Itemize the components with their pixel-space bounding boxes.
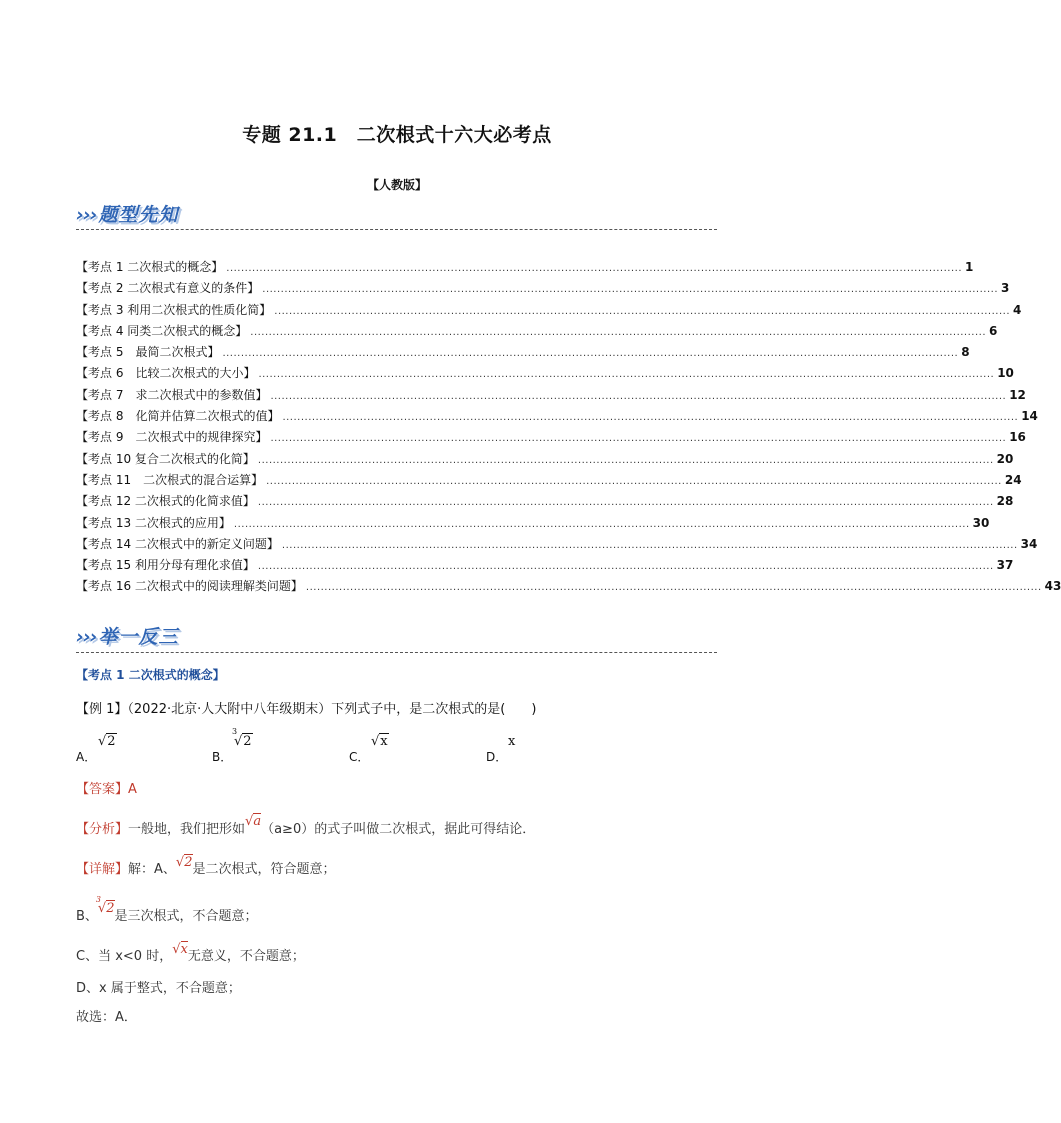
- toc-page-number: 3: [1001, 281, 1010, 296]
- toc-item-label: 【考点 11 二次根式的混合运算】: [76, 472, 264, 487]
- toc-leader-dots: ........................................................................................................................................................................................................: [270, 433, 1007, 445]
- analysis-label: 【分析】: [76, 822, 129, 837]
- page-title: 专题 21.1 二次根式十六大必考点: [242, 124, 552, 146]
- toc-item-label: 【考点 7 求二次根式中的参数值】: [76, 387, 268, 402]
- toc-leader-dots: ........................................................................................................................................................................................................: [257, 497, 994, 509]
- example-question: [76, 698, 536, 717]
- toc-leader-dots: ........................................................................................................................................................................................................: [270, 390, 1007, 402]
- option-letter: D．: [486, 750, 508, 764]
- dashed-divider: [76, 229, 717, 230]
- toc-item-label: 【考点 3 利用二次根式的性质化简】: [76, 302, 272, 317]
- toc-item[interactable]: [76, 386, 1026, 407]
- toc-leader-dots: ........................................................................................................................................................................................................: [233, 518, 970, 530]
- sqrt-expression: √2: [175, 855, 193, 870]
- banner-section-practice: [76, 622, 179, 649]
- toc-item[interactable]: [76, 450, 1014, 471]
- toc-item[interactable]: [76, 428, 1026, 449]
- toc-item-label: 【考点 15 利用分母有理化求值】: [76, 558, 255, 573]
- toc-leader-dots: ........................................................................................................................................................................................................: [262, 284, 999, 296]
- toc-item[interactable]: [76, 364, 1014, 385]
- toc-item-label: 【考点 9 二次根式中的规律探究】: [76, 430, 268, 445]
- plain-expression: x: [508, 734, 516, 749]
- option-letter: C．: [349, 750, 370, 764]
- answer-label: 【答案】: [76, 782, 129, 797]
- cube-root-expression: 3 √2: [232, 727, 252, 749]
- toc-item-label: 【考点 1 二次根式的概念】: [76, 260, 224, 274]
- toc-item-label: 【考点 8 化简并估算二次根式的值】: [76, 409, 280, 424]
- dashed-divider: [76, 652, 717, 653]
- toc-item-label: 【考点 14 二次根式中的新定义问题】: [76, 536, 279, 551]
- toc-item-label: 【考点 4 同类二次根式的概念】: [76, 323, 248, 338]
- toc-page-number: 1: [965, 260, 974, 274]
- toc-item[interactable]: [76, 514, 990, 535]
- sqrt-expression: √x: [371, 734, 388, 749]
- toc-leader-dots: ........................................................................................................................................................................................................: [305, 582, 1042, 594]
- example-source: （2022·北京·人大附中八年级期末）: [127, 702, 332, 717]
- toc-page-number: 10: [997, 366, 1014, 381]
- toc-item[interactable]: [76, 556, 1014, 577]
- toc-leader-dots: ........................................................................................................................................................................................................: [250, 326, 987, 338]
- toc-item[interactable]: [76, 492, 1014, 513]
- section-heading: 【考点 1 二次根式的概念】: [76, 668, 225, 682]
- toc-page-number: 6: [989, 323, 998, 338]
- toc-page-number: 12: [1009, 387, 1026, 402]
- toc-leader-dots: ........................................................................................................................................................................................................: [257, 454, 994, 466]
- toc-page-number: 37: [996, 558, 1014, 573]
- option-letter: B．: [212, 750, 233, 764]
- toc-page-number: 34: [1020, 536, 1038, 551]
- toc-item-label: 【考点 13 二次根式的应用】: [76, 515, 231, 530]
- example-tag: 【例 1】: [76, 702, 128, 717]
- triple-arrow-icon: ›››: [76, 626, 97, 648]
- toc-item[interactable]: [76, 407, 1038, 428]
- toc-page-number: 43: [1044, 579, 1061, 594]
- sqrt-a-expression: √a: [245, 814, 262, 829]
- option-letter: A．: [76, 750, 97, 764]
- toc-item[interactable]: [76, 322, 998, 343]
- banner-text: 举一反三: [98, 626, 179, 648]
- toc-page-number: 20: [996, 451, 1014, 466]
- analysis-line: 【分析】一般地，我们把形如√a（a≥0）的式子叫做二次根式，据此可得结论．: [76, 814, 536, 837]
- banner-section-preview: [76, 200, 179, 227]
- detail-line-b: B、 3 √2是三次根式，不合题意；: [76, 895, 258, 924]
- toc-page-number: 28: [996, 494, 1014, 509]
- toc-leader-dots: ........................................................................................................................................................................................................: [257, 561, 994, 573]
- detail-label: 【详解】: [76, 862, 129, 877]
- triple-arrow-icon: ›››: [76, 204, 97, 226]
- toc-item-label: 【考点 5 最简二次根式】: [76, 345, 220, 360]
- toc-item[interactable]: [76, 279, 1010, 300]
- toc-leader-dots: ........................................................................................................................................................................................................: [222, 348, 959, 360]
- toc-item-label: 【考点 2 二次根式有意义的条件】: [76, 281, 260, 296]
- toc-leader-dots: ........................................................................................................................................................................................................: [281, 539, 1018, 551]
- toc-page-number: 4: [1013, 302, 1022, 317]
- toc-page-number: 16: [1009, 430, 1026, 445]
- toc-item[interactable]: [76, 471, 1022, 492]
- edition-label: 【人教版】: [366, 178, 427, 192]
- toc-item[interactable]: [76, 577, 1061, 598]
- cube-root-expression: 3 √2: [95, 895, 115, 916]
- answer-line: [76, 778, 137, 797]
- selection-line: 故选：A．: [76, 1010, 137, 1025]
- detail-line-d: D、x 属于整式，不合题意；: [76, 981, 241, 996]
- toc-leader-dots: ........................................................................................................................................................................................................: [226, 263, 963, 274]
- toc-item-label: 【考点 10 复合二次根式的化简】: [76, 451, 255, 466]
- toc-item[interactable]: [76, 535, 1038, 556]
- toc-leader-dots: ........................................................................................................................................................................................................: [282, 412, 1019, 424]
- banner-text: 题型先知: [98, 204, 179, 226]
- toc-item-label: 【考点 6 比较二次根式的大小】: [76, 366, 256, 381]
- toc-leader-dots: ........................................................................................................................................................................................................: [266, 475, 1002, 487]
- table-of-contents: [76, 258, 1061, 599]
- answer-value: A: [128, 782, 137, 797]
- toc-item[interactable]: [76, 258, 974, 279]
- toc-page-number: 30: [972, 515, 990, 530]
- example-text: 下列式子中，是二次根式的是( ): [331, 702, 537, 717]
- toc-page-number: 8: [961, 345, 970, 360]
- sqrt-expression: √2: [98, 734, 116, 749]
- toc-leader-dots: ........................................................................................................................................................................................................: [258, 369, 995, 381]
- toc-item[interactable]: [76, 301, 1022, 322]
- toc-item-label: 【考点 16 二次根式中的阅读理解类问题】: [76, 579, 303, 594]
- toc-page-number: 14: [1021, 409, 1038, 424]
- toc-item[interactable]: [76, 343, 970, 364]
- toc-item-label: 【考点 12 二次根式的化简求值】: [76, 494, 255, 509]
- toc-page-number: 24: [1004, 472, 1022, 487]
- sqrt-expression: √x: [172, 942, 188, 957]
- detail-line-c: C、当 x<0 时，√x无意义，不合题意；: [76, 942, 305, 964]
- detail-line: 【详解】解：A、√2是二次根式，符合题意；: [76, 855, 336, 877]
- toc-leader-dots: ........................................................................................................................................................................................................: [274, 305, 1011, 317]
